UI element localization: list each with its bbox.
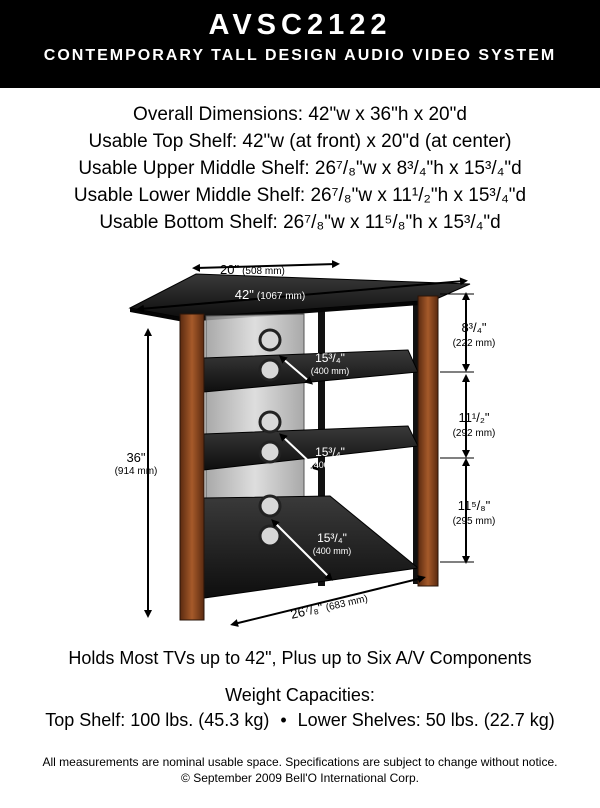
model-number: AVSC2122 [208,9,392,41]
spec-upper-middle-shelf: Usable Upper Middle Shelf: 26⁷/₈"w x 8³/₄"h x 15³/₄"d [78,158,522,179]
weight-capacities [0,710,600,731]
spec-top-shelf: Usable Top Shelf: 42"w (at front) x 20"d (at center) [88,131,512,152]
spec-bottom-shelf: Usable Bottom Shelf: 26⁷/₈"w x 11⁵/₈"h x 15³/₄"d [99,212,501,233]
gap-label-upper: 8³/₄" [461,320,487,335]
height-metric: (914 mm) [114,466,158,477]
height-label: 36" [126,450,146,465]
stand-diagram [0,250,600,640]
shelf-depth-metric-lower: (400 mm) [310,460,350,470]
product-subtitle: CONTEMPORARY TALL DESIGN AUDIO VIDEO SYSTEM [43,47,557,64]
stand-illustration [0,250,600,640]
weight-top-shelf: Top Shelf: 100 lbs. (45.3 kg) [45,710,270,730]
shelf-width-label: 26⁷/₈"(683 mm) [289,593,369,622]
depth-label: 20" (508 mm) [220,262,285,277]
dimension-specs [0,101,600,236]
gap-metric-middle: (292 mm) [452,428,496,439]
weight-lower-shelves: Lower Shelves: 50 lbs. (22.7 kg) [297,710,555,730]
gap-metric-bottom: (295 mm) [452,516,496,527]
gap-label-middle: 11¹/₂" [458,410,490,425]
spec-overall: Overall Dimensions: 42"w x 36"h x 20"d [133,104,467,125]
gap-metric-upper: (222 mm) [452,338,496,349]
weight-capacities-heading: Weight Capacities: [225,685,375,705]
footer [0,754,600,786]
shelf-depth-metric-upper: (400 mm) [310,366,350,376]
top-width-label: 42" (1067 mm) [234,287,306,302]
capacity-statement: Holds Most TVs up to 42", Plus up to Six A/V Components [68,648,532,668]
header-banner [0,0,600,88]
spec-lower-middle-shelf: Usable Lower Middle Shelf: 26⁷/₈"w x 11¹/₂"h x 15³/₄"d [73,185,527,206]
copyright: © September 2009 Bell'O International Corp. [181,771,419,785]
shelf-depth-metric-bottom: (400 mm) [312,546,352,556]
shelf-depth-label-upper: 15³/₄" [315,351,345,365]
gap-label-bottom: 11⁵/₈" [457,498,491,513]
disclaimer: All measurements are nominal usable space. Specifications are subject to change without notice. [42,755,558,769]
stand-body [130,274,470,620]
shelf-depth-label-lower: 15³/₄" [315,445,345,459]
shelf-depth-label-bottom: 15³/₄" [317,531,347,545]
weight-separator: • [280,710,287,730]
